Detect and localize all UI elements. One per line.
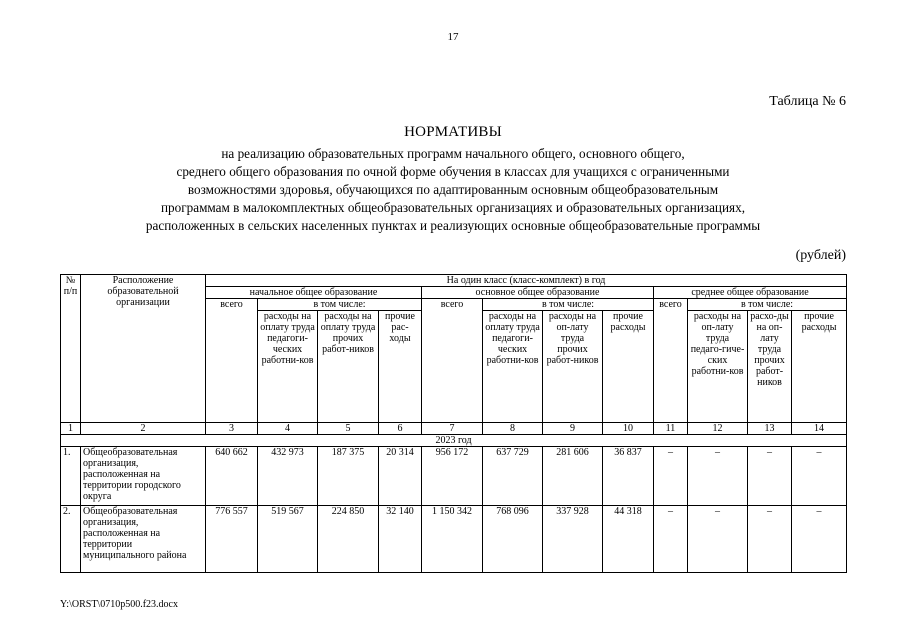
value-cell: 224 850: [318, 506, 379, 573]
subtitle-line: расположенных в сельских населенных пунктах и реализующих основные общеобразовательные программы: [145, 218, 761, 233]
header-sub-basic-other-staff: расходы на оп-лату труда прочих работ-ников: [543, 311, 603, 423]
value-cell: 281 606: [543, 447, 603, 506]
column-number: 1: [61, 423, 81, 435]
row-name: Общеобразовательная организация, расположенная на территории муниципального района: [81, 506, 206, 573]
table-row: [61, 447, 847, 506]
header-row-1: [61, 275, 847, 287]
header-group: На один класс (класс-комплект) в год: [206, 275, 847, 287]
column-number-row: [61, 423, 847, 435]
header-level-basic: основное общее образование: [422, 287, 654, 299]
column-number: 5: [318, 423, 379, 435]
column-number: 14: [792, 423, 847, 435]
row-name: Общеобразовательная организация, расположенная на территории городского округа: [81, 447, 206, 506]
value-cell: 32 140: [379, 506, 422, 573]
value-cell: –: [688, 506, 748, 573]
row-num: 1.: [61, 447, 81, 506]
value-cell: 1 150 342: [422, 506, 483, 573]
year-row: [61, 435, 847, 447]
column-number: 13: [748, 423, 792, 435]
header-level-secondary: среднее общее образование: [654, 287, 847, 299]
header-level-primary: начальное общее образование: [206, 287, 422, 299]
value-cell: 44 318: [603, 506, 654, 573]
value-cell: 36 837: [603, 447, 654, 506]
year-label: 2023 год: [61, 435, 847, 447]
column-number: 11: [654, 423, 688, 435]
header-location: Расположение образовательной организации: [81, 275, 206, 423]
file-path: Y:\ORST\0710p500.f23.docx: [60, 599, 178, 610]
value-cell: 776 557: [206, 506, 258, 573]
subtitle-line: среднего общего образования по очной форме обучения в классах для учащихся с ограниченными: [176, 164, 730, 179]
header-including-basic: в том числе:: [483, 299, 654, 311]
header-sub-basic-other: прочие расходы: [603, 311, 654, 423]
value-cell: –: [654, 447, 688, 506]
column-number: 7: [422, 423, 483, 435]
value-cell: 519 567: [258, 506, 318, 573]
subtitle-line: на реализацию образовательных программ начального общего, основного общего,: [221, 146, 685, 161]
value-cell: 637 729: [483, 447, 543, 506]
header-sub-basic-ped: расходы на оплату труда педагоги-ческих работни-ков: [483, 311, 543, 423]
value-cell: –: [792, 447, 847, 506]
column-number: 10: [603, 423, 654, 435]
header-sub-primary-ped: расходы на оплату труда педагоги-ческих работни-ков: [258, 311, 318, 423]
table-label: Таблица № 6: [769, 94, 846, 109]
doc-title: НОРМАТИВЫ: [404, 124, 502, 140]
value-cell: 432 973: [258, 447, 318, 506]
value-cell: 768 096: [483, 506, 543, 573]
page-number: 17: [447, 31, 459, 43]
column-number: 8: [483, 423, 543, 435]
value-cell: 187 375: [318, 447, 379, 506]
column-number: 3: [206, 423, 258, 435]
column-number: 9: [543, 423, 603, 435]
header-total-primary: всего: [206, 299, 258, 423]
table-row: [61, 506, 847, 573]
header-total-basic: всего: [422, 299, 483, 423]
column-number: 2: [81, 423, 206, 435]
subtitle-line: возможностями здоровья, обучающихся по адаптированным основным общеобразовательным: [187, 182, 719, 197]
value-cell: –: [748, 506, 792, 573]
doc-subtitle: [60, 145, 846, 235]
header-sub-primary-other-staff: расходы на оплату труда прочих работ-ников: [318, 311, 379, 423]
header-sub-secondary-other-staff: расхо-ды на оп-лату труда прочих работ-ников: [748, 311, 792, 423]
column-number: 4: [258, 423, 318, 435]
value-cell: –: [792, 506, 847, 573]
header-including-secondary: в том числе:: [688, 299, 847, 311]
row-num: 2.: [61, 506, 81, 573]
header-sub-primary-other: прочие рас-ходы: [379, 311, 422, 423]
header-sub-secondary-other: прочие расходы: [792, 311, 847, 423]
value-cell: –: [654, 506, 688, 573]
header-total-secondary: всего: [654, 299, 688, 423]
currency-note: (рублей): [795, 248, 846, 263]
value-cell: 337 928: [543, 506, 603, 573]
value-cell: –: [748, 447, 792, 506]
header-including-primary: в том числе:: [258, 299, 422, 311]
header-sub-secondary-ped: расходы на оп-лату труда педаго-гиче-ских работни-ков: [688, 311, 748, 423]
value-cell: 956 172: [422, 447, 483, 506]
value-cell: 640 662: [206, 447, 258, 506]
value-cell: 20 314: [379, 447, 422, 506]
header-num: № п/п: [61, 275, 81, 423]
norms-table: [60, 274, 847, 573]
subtitle-line: программам в малокомплектных общеобразовательных организациях и образовательных организациях,: [160, 200, 746, 215]
column-number: 12: [688, 423, 748, 435]
column-number: 6: [379, 423, 422, 435]
value-cell: –: [688, 447, 748, 506]
